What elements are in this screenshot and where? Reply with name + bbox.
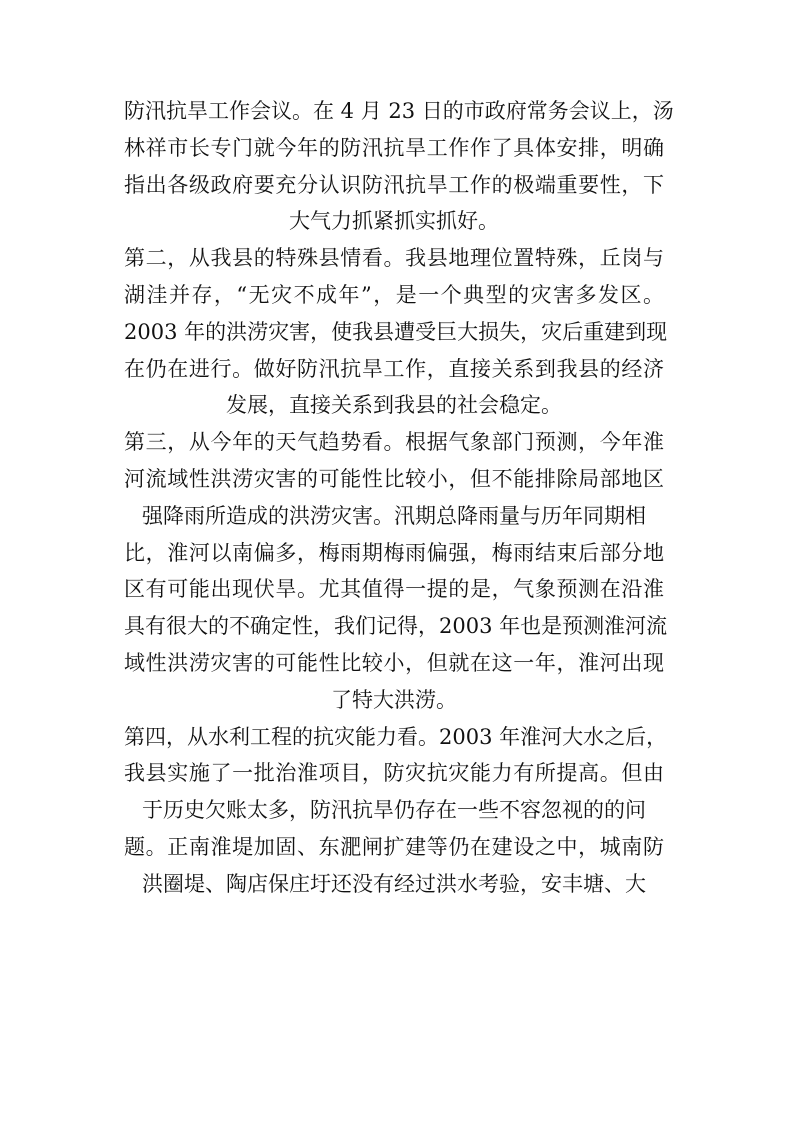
text-line: 区有可能出现伏旱。尤其值得一提的是，气象预测在沿淮 bbox=[124, 577, 664, 602]
text-line: 我县实施了一批治淮项目，防灾抗灾能力有所提高。但由 bbox=[124, 761, 664, 786]
text-line: 具有很大的不确定性，我们记得，2003 年也是预测淮河流 bbox=[124, 614, 668, 639]
text-line: 在仍在进行。做好防汛抗旱工作，直接关系到我县的经济 bbox=[124, 356, 664, 381]
text-line: 发展，直接关系到我县的社会稳定。 bbox=[226, 393, 562, 418]
text-line: 湖洼并存，“无灾不成年”，是一个典型的灾害多发区。 bbox=[124, 282, 664, 307]
text-line: 洪圈堤、陶店保庄圩还没有经过洪水考验，安丰塘、大 bbox=[142, 871, 646, 896]
text-line: 题。正南淮堤加固、东淝闸扩建等仍在建设之中，城南防 bbox=[124, 834, 664, 859]
text-line: 比，淮河以南偏多，梅雨期梅雨偏强，梅雨结束后部分地 bbox=[124, 540, 664, 565]
text-line: 指出各级政府要充分认识防汛抗旱工作的极端重要性，下 bbox=[124, 172, 664, 197]
text-line: 2003 年的洪涝灾害，使我县遭受巨大损失，灾后重建到现 bbox=[124, 319, 668, 344]
text-line: 大气力抓紧抓实抓好。 bbox=[289, 209, 499, 234]
text-line: 林祥市长专门就今年的防汛抗旱工作作了具体安排，明确 bbox=[124, 135, 664, 160]
text-line: 第四，从水利工程的抗灾能力看。2003 年淮河大水之后， bbox=[124, 724, 668, 749]
text-line: 防汛抗旱工作会议。在 4 月 23 日的市政府常务会议上，汤 bbox=[124, 99, 674, 123]
text-line: 了特大洪涝。 bbox=[331, 687, 457, 712]
document-body bbox=[124, 93, 674, 903]
text-line: 第二，从我县的特殊县情看。我县地理位置特殊，丘岗与 bbox=[124, 246, 664, 271]
text-line: 强降雨所造成的洪涝灾害。汛期总降雨量与历年同期相 bbox=[142, 503, 646, 528]
text-line: 第三，从今年的天气趋势看。根据气象部门预测，今年淮 bbox=[124, 430, 664, 455]
text-line: 于历史欠账太多，防汛抗旱仍存在一些不容忽视的的问 bbox=[142, 798, 646, 823]
text-line: 河流域性洪涝灾害的可能性比较小，但不能排除局部地区 bbox=[124, 466, 664, 491]
text-line: 域性洪涝灾害的可能性比较小，但就在这一年，淮河出现 bbox=[124, 650, 664, 675]
